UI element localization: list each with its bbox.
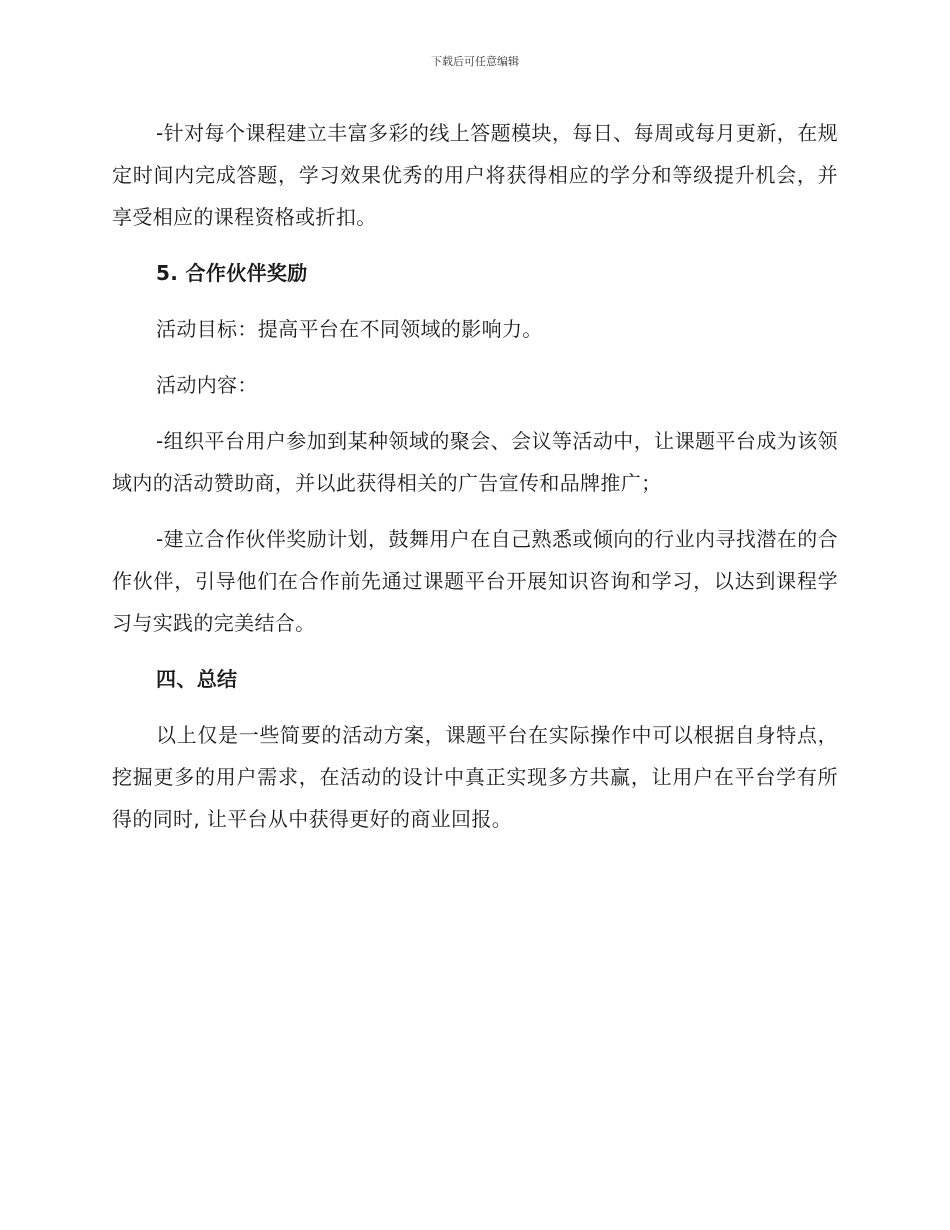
document-body — [112, 112, 838, 854]
section-heading-partner-reward: 5. 合作伙伴奖励 — [156, 261, 308, 285]
page-header: 下载后可任意编辑 — [431, 55, 519, 68]
paragraph-activity-content-label: 活动内容： — [156, 373, 258, 397]
paragraph-partner-program: -建立合作伙伴奖励计划，鼓舞用户在自己熟悉或倾向的行业内寻找潜在的合作伙伴，引导他们在合作前先通过课题平台开展知识咨询和学习，以达到课程学习与实践的完美结合。 — [112, 527, 838, 635]
section-heading-summary: 四、总结 — [156, 667, 238, 691]
paragraph-sponsor-events: -组织平台用户参加到某种领域的聚会、会议等活动中，让课题平台成为该领域内的活动赞助商，并以此获得相关的广告宣传和品牌推广； — [112, 429, 838, 495]
paragraph-activity-goal: 活动目标：提高平台在不同领域的影响力。 — [156, 317, 543, 341]
paragraph-online-quiz: -针对每个课程建立丰富多彩的线上答题模块，每日、每周或每月更新，在规定时间内完成答题，学习效果优秀的用户将获得相应的学分和等级提升机会，并享受相应的课程资格或折扣。 — [112, 121, 838, 229]
paragraph-summary: 以上仅是一些简要的活动方案，课题平台在实际操作中可以根据自身特点，挖掘更多的用户需求，在活动的设计中真正实现多方共赢，让用户在平台学有所得的同时, 让平台从中获得更好的商业回报。 — [112, 723, 838, 831]
